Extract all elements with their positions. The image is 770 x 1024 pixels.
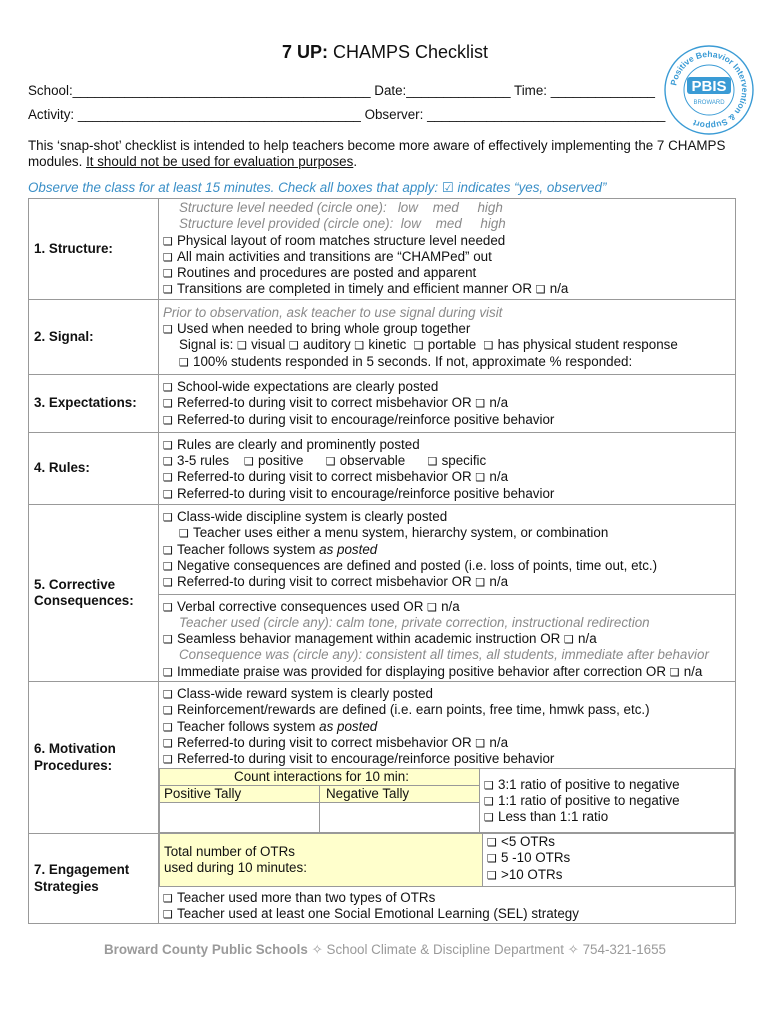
checkbox[interactable]: ❑ [163, 665, 173, 679]
checkbox-na[interactable]: ❑ [475, 471, 486, 485]
section-rules: 4. Rules: ❑ Rules are clearly and prominently posted ❑ 3-5 rules ❑ positive ❑ observable ❑ specific ❑ Referred-to during visit to correct misbehavior OR ❑ n/a ❑ Referred-to during visit to encourage/reinforce positive behavior [29, 432, 736, 504]
section-expectations: 3. Expectations: ❑ School-wide expectations are clearly posted ❑ Referred-to during visit to correct misbehavior OR ❑ n/a ❑ Referred-to during visit to encourage/reinforce positive behavior [29, 374, 736, 432]
checkbox[interactable]: ❑ [484, 795, 494, 809]
checkbox[interactable]: ❑ [163, 380, 173, 394]
checkbox[interactable]: ❑ [163, 704, 173, 718]
checkbox-na[interactable]: ❑ [475, 736, 486, 750]
checkbox[interactable]: ❑ [487, 868, 497, 882]
pbis-logo [663, 44, 755, 136]
section-signal: 2. Signal: Prior to observation, ask teacher to use signal during visit ❑ Used when needed to bring whole group together Signal is: ❑ visual ❑ auditory ❑ kinetic ❑ portable ❑ has physical student response ❑ 100% students responded in 5 seconds. If not, approximate % responded: [29, 299, 736, 374]
structure-label: 1. Structure: [29, 199, 159, 300]
checkbox[interactable]: ❑ [487, 836, 497, 850]
checkbox[interactable]: ❑ [487, 852, 497, 866]
observe-instruction: Observe the class for at least 15 minutes. Check all boxes that apply: ☑ indicates “yes, observed” [28, 180, 607, 195]
checkbox[interactable]: ❑ [163, 736, 173, 750]
signal-instruction: Prior to observation, ask teacher to use signal during visit [163, 304, 503, 320]
checkbox[interactable]: ❑ [163, 753, 173, 767]
checkbox[interactable]: ❑ [163, 891, 173, 905]
checkbox[interactable]: ❑ [179, 355, 189, 369]
checkbox[interactable]: ❑ [163, 907, 173, 921]
activity-observer-line[interactable]: Activity: ______________________________________ Observer: ________________________________ [28, 107, 666, 122]
checkbox-na[interactable]: ❑ [475, 397, 486, 411]
section-motivation: 6. Motivation Procedures: ❑ Class-wide reward system is clearly posted ❑ Reinforcement/rewards are defined (i.e. earn points, free time, hmwk pass, etc.) ❑ Teacher follows system as posted ❑ Referred-to during visit to correct misbehavior OR ❑ n/a ❑ Referred-to during visit to encourage/reinforce positive behavior Count interactions for 10 min: ❑ 3:1 ratio of positive to negative ❑ 1:1 ratio of positive to negative ❑ Less than 1:1 ratio Positive Tally Negative Tally [29, 682, 736, 834]
checkbox[interactable]: ❑ [163, 455, 173, 469]
tally-table: Count interactions for 10 min: ❑ 3:1 ratio of positive to negative ❑ 1:1 ratio of positive to negative ❑ Less than 1:1 ratio Positive Tally Negative Tally [159, 768, 735, 834]
otr-table: Total number of OTRs used during 10 minutes: ❑ <5 OTRs ❑ 5 -10 OTRs ❑ >10 OTRs [159, 834, 735, 887]
svg-text:BROWARD: BROWARD [693, 100, 725, 106]
intro-text: This ‘snap-shot’ checklist is intended to help teachers become more aware of effectively implementing the 7 CHAMPS modules. It should not be used for evaluation purposes. [28, 138, 726, 170]
positive-tally-cell[interactable] [160, 803, 320, 833]
expectations-label: 3. Expectations: [29, 374, 159, 432]
checkbox[interactable]: ❑ [163, 471, 173, 485]
checkbox[interactable]: ❑ [325, 455, 336, 469]
checkbox[interactable]: ❑ [289, 339, 299, 353]
checkbox-na[interactable]: ❑ [564, 633, 574, 647]
checkbox[interactable]: ❑ [163, 600, 173, 614]
checkbox[interactable]: ❑ [163, 633, 173, 647]
checkbox[interactable]: ❑ [163, 720, 173, 734]
motivation-label: 6. Motivation Procedures: [29, 682, 159, 834]
checkbox[interactable]: ❑ [413, 339, 424, 353]
structure-needed-line: Structure level needed (circle one): low med high [179, 200, 503, 215]
tone-circle-line: Teacher used (circle any): calm tone, private correction, instructional redirection [179, 614, 650, 630]
engagement-label: 7. Engagement Strategies [29, 834, 159, 924]
rules-label: 4. Rules: [29, 432, 159, 504]
page-title: 7 UP: CHAMPS Checklist [281, 42, 489, 62]
checkbox[interactable]: ❑ [484, 811, 494, 825]
checkbox[interactable]: ❑ [163, 487, 173, 501]
signal-label: 2. Signal: [29, 299, 159, 374]
checkbox[interactable]: ❑ [163, 250, 173, 264]
checkbox-na[interactable]: ❑ [475, 576, 486, 590]
checkbox[interactable]: ❑ [354, 339, 365, 353]
count-interactions-header: Count interactions for 10 min: [160, 768, 480, 785]
checkbox[interactable]: ❑ [163, 267, 173, 281]
checkbox[interactable]: ❑ [484, 778, 494, 792]
checkbox[interactable]: ❑ [163, 323, 173, 337]
checkbox[interactable]: ❑ [243, 455, 254, 469]
checkbox-na[interactable]: ❑ [427, 600, 437, 614]
consequence-circle-line: Consequence was (circle any): consistent all times, all students, immediate after behavior [179, 647, 709, 663]
section-corrective-consequences: 5. Corrective Consequences: ❑ Class-wide discipline system is clearly posted ❑ Teacher uses either a menu system, hierarchy system, or combination ❑ Teacher follows system as posted ❑ Negative consequences are defined and posted (i.e. loss of points, time out, etc.) ❑ Referred-to during visit to correct misbehavior OR ❑ n/a ❑ Verbal corrective consequences used OR ❑ n/a Teacher used (circle any): calm tone, private correction, instructional redirection ❑ Seamless behavior management within academic instruction OR ❑ n/a Consequence was (circle any): consistent all times, all students, immediate after behavior ❑ Immediate praise was provided for displaying positive behavior after correction OR ❑ n/a [29, 505, 736, 682]
positive-tally-header: Positive Tally [160, 785, 320, 802]
section-engagement: 7. Engagement Strategies Total number of OTRs used during 10 minutes: ❑ <5 OTRs ❑ 5 -10 OTRs ❑ >10 OTRs ❑ Teacher used more than two types of OTRs ❑ Teacher used at least one Social Emotional Learning (SEL) strategy [29, 834, 736, 924]
svg-text:PBIS: PBIS [691, 78, 727, 95]
structure-provided-line: Structure level provided (circle one): low med high [179, 216, 506, 232]
checkbox-na[interactable]: ❑ [535, 283, 546, 297]
checkbox[interactable]: ❑ [163, 559, 173, 573]
negative-tally-cell[interactable] [320, 803, 480, 833]
checkbox-na[interactable]: ❑ [669, 665, 680, 679]
svg-text:Positive Behavior Intervention: Positive Behavior Intervention & Support [668, 48, 751, 132]
checkbox[interactable]: ❑ [163, 234, 173, 248]
checkbox[interactable]: ❑ [427, 455, 438, 469]
footer: Broward County Public Schools ✧ School Climate & Discipline Department ✧ 754-321-1655 [103, 942, 667, 957]
checkbox[interactable]: ❑ [163, 688, 173, 702]
checkbox[interactable]: ❑ [163, 283, 173, 297]
checkbox[interactable]: ❑ [163, 576, 173, 590]
corrective-label: 5. Corrective Consequences: [29, 505, 159, 682]
section-structure: 1. Structure: Structure level needed (circle one): low med high Structure level provided (circle one): low med high ❑ Physical layout of room matches structure level needed ❑ All main activities and transitions are “CHAMPed” out ❑ Routines and procedures are posted and apparent ❑ Transitions are completed in timely and efficient manner OR ❑ n/a [29, 199, 736, 300]
checkbox[interactable]: ❑ [483, 339, 494, 353]
checkbox[interactable]: ❑ [163, 438, 173, 452]
school-date-time-line[interactable]: School:________________________________________ Date:______________ Time: ______________ [28, 83, 655, 98]
otr-total-cell[interactable]: Total number of OTRs used during 10 minutes: [160, 834, 483, 886]
checkbox[interactable]: ❑ [179, 527, 189, 541]
checkbox[interactable]: ❑ [237, 339, 247, 353]
champs-checklist-table [28, 198, 736, 924]
checkbox[interactable]: ❑ [163, 413, 173, 427]
checkbox[interactable]: ❑ [163, 543, 173, 557]
checkbox[interactable]: ❑ [163, 397, 173, 411]
negative-tally-header: Negative Tally [320, 785, 480, 802]
checkbox[interactable]: ❑ [163, 511, 173, 525]
